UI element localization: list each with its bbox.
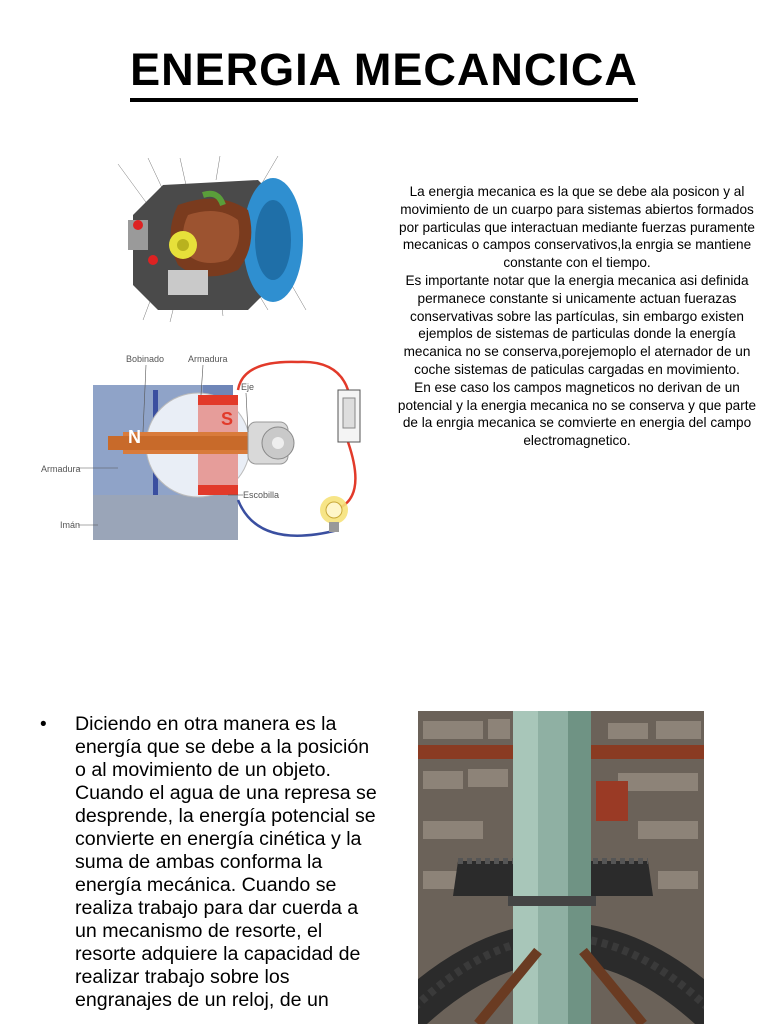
page-title-wrapper (0, 44, 768, 102)
label-iman: Imán (60, 520, 81, 530)
label-escobilla: Escobilla (243, 490, 280, 500)
paragraph-2: Es importante notar que la energia mecanica asi definida permanece constante si unicamente actuan fuerazas conservativas sobre las partículas, sin embargo existen ejemplos de sistemas de particulas donde la energía mecanica no se conserva,porejemoplo el aternador de un coche sistemas de paticulas cargadas en movimiento. (403, 272, 751, 377)
gear-photo (418, 711, 704, 1024)
paragraph-1: La energia mecanica es la que se debe ala posicon y al movimiento de un cuarpo para sistemas abiertos formados por particulas que interactuan mediante fuerzas puramente mecanicas o campos conservativos,la enrgia se mantiene constante con el tiempo. (399, 184, 755, 271)
page-title: ENERGIA MECANCICA (130, 44, 638, 102)
bullet-item (40, 713, 380, 1012)
label-armadura-left: Armadura (41, 464, 81, 474)
bullet-marker: • (40, 714, 47, 735)
label-eje: Eje (241, 382, 255, 392)
bullet-text: Diciendo en otra manera es la energía que se debe a la posición o al movimiento de un objeto. Cuando el agua de una represa se desprende, la energía potencial se convierte en energía cinética y la suma de ambas conforma la energía mecánica. Cuando se realiza trabajo para dar cuerda a un mecanismo de resorte, el resorte adquiere la capacidad de realizar trabajo sobre los engranajes de un reloj, de un (75, 713, 377, 1011)
north-pole-label: N (128, 427, 141, 447)
label-armadura-top: Armadura (188, 354, 228, 364)
south-pole-label: S (221, 409, 234, 429)
label-bobinado: Bobinado (126, 354, 165, 364)
energy-description (392, 183, 762, 450)
paragraph-3: En ese caso los campos magneticos no derivan de un potencial y la energia mecanica no se conserva y que parte de la enrgia mecanica se comvierte en energia del campo electromagnetico. (397, 379, 757, 449)
alternator-illustration (108, 150, 328, 330)
generator-diagram (38, 350, 378, 550)
